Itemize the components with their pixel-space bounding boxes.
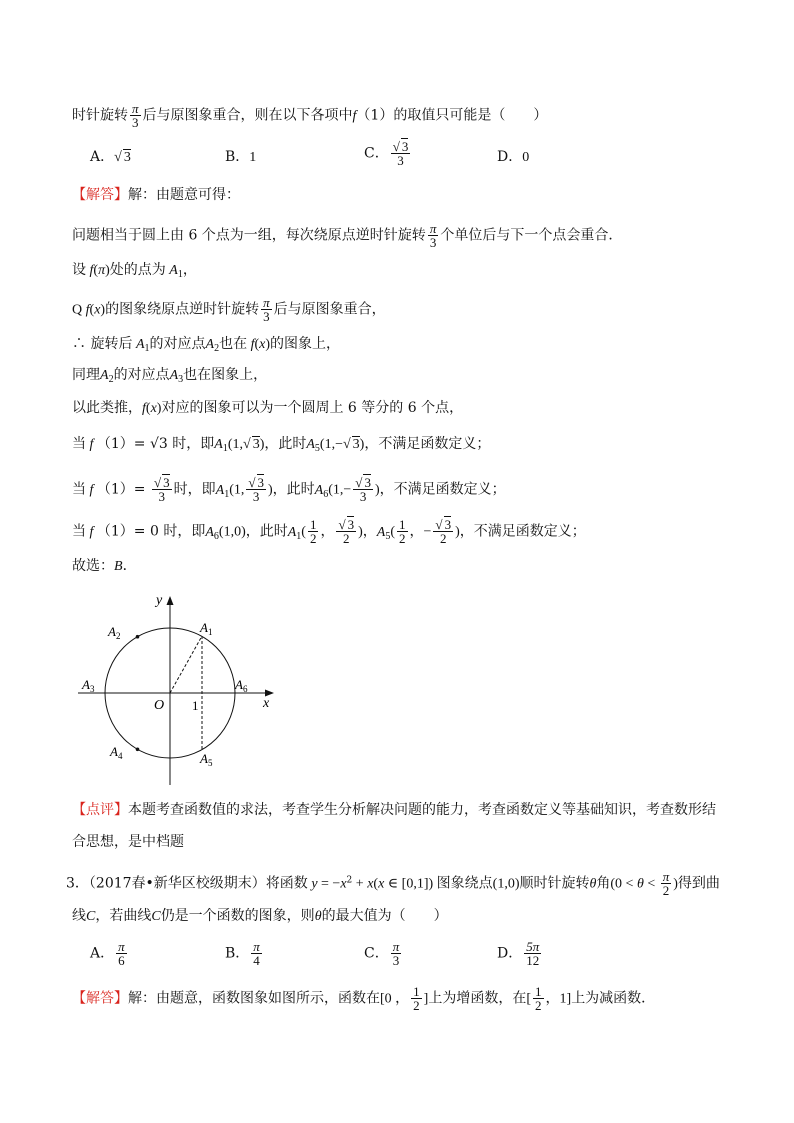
unit-circle-figure xyxy=(74,590,294,790)
q3-option-b: B． $\frac{\pi}{4}$ xyxy=(225,939,260,968)
comment-line-1: 【点评】本题考查函数值的求法，考查学生分析解决问题的能力，考查函数定义等基础知识，考查数形结 xyxy=(72,802,716,818)
option-a: A．√ 3 xyxy=(90,149,131,165)
label-a2: $A_2$ xyxy=(108,624,121,641)
fraction-pi-over-3: $\frac{\pi}{3}$ xyxy=(132,101,139,130)
label-a3: $A_3$ xyxy=(82,677,95,694)
case-3: 当 f （1）= 0 时，即$A_6(1,0)$，此时$A_1$( $\frac{1}{2}$ ， $\frac{√ 3}{2}$ )，$A_5$( $\frac{1}{2}$ ，− $\frac{√ 3}{2}$ )，不满足函数定义； xyxy=(72,517,586,546)
point-a4 xyxy=(136,748,140,752)
tick-one-label: 1 xyxy=(192,698,199,713)
y-axis-label: y xyxy=(156,593,163,608)
case-1: 当 f （1）= √3 时，即$A_1(1,√$ 3)，此时$A_5(1,-√$ 3)，不满足函数定义； xyxy=(72,436,491,454)
label-a6: $A_6$ xyxy=(235,677,248,694)
x-axis-label: x xyxy=(263,696,270,711)
option-b: B．1 xyxy=(225,149,257,165)
answer-line-3: Q f(x)的图象绕原点逆时针旋转 $\frac{\pi}{3}$ 后与原图象重合， xyxy=(72,295,386,324)
label-a5: $A_5$ xyxy=(200,751,213,768)
answer-line-5: 同理$A_2$的对应点$A_3$也在图象上， xyxy=(72,367,268,385)
comment-line-2: 合思想，是中档题 xyxy=(72,834,184,850)
answer-line-1: 问题相当于圆上由 6 个点为一组，每次绕原点逆时针旋转 $\frac{\pi}{3}$ 个单位后与下一个点会重合． xyxy=(72,221,623,250)
origin-label: O xyxy=(154,698,165,713)
case-2: 当 f （1）= $\frac{√ 3}{3}$ 时，即$A_1(1$, $\frac{√ 3}{3}$ )，此时$A_6(1,-$ $\frac{√ 3}{3}$ )，不满足函数定义； xyxy=(72,475,506,504)
question-2-stem: 时针旋转 $\frac{\pi}{3}$ 后与原图象重合，则在以下各项中f（1）的取值只可能是（ ） xyxy=(72,101,548,130)
answer-line-2: 设 f(π)处的点为 $A_1$， xyxy=(72,262,197,280)
radius-to-a1 xyxy=(170,636,202,693)
q3-option-a: A． $\frac{\pi}{6}$ xyxy=(90,939,125,968)
answer-line-4: ∴ 旋转后 $A_1$的对应点$A_2$也在 f(x)的图象上， xyxy=(72,336,341,354)
answer-3: 【解答】解：由题意，函数图象如图所示，函数在[0 ， $\frac{1}{2}$ ]上为增函数，在[ $\frac{1}{2}$ ，1]上为减函数． xyxy=(72,984,656,1013)
option-c: C． $\frac{√ 3}{3}$ xyxy=(364,139,409,168)
point-a2 xyxy=(136,635,140,639)
label-a1: $A_1$ xyxy=(200,620,213,637)
answer-line-6: 以此类推，f(x)对应的图象可以为一个圆周上 6 等分的 6 个点， xyxy=(72,400,464,416)
q3-option-c: C． $\frac{\pi}{3}$ xyxy=(364,939,400,968)
y-axis-arrow-icon xyxy=(167,596,174,605)
question-3-stem-cont: 线C，若曲线C仍是一个函数的图象，则θ的最大值为（ ） xyxy=(72,908,448,924)
q3-option-d: D． $\frac{5\pi}{12}$ xyxy=(497,939,540,968)
answer-header: 【解答】解：由题意可得： xyxy=(72,187,240,203)
option-d: D．0 xyxy=(497,149,530,165)
label-a4: $A_4$ xyxy=(110,744,123,761)
question-3-stem: 3．（2017春•新华区校级期末）将函数 $y = -x^2 + x(x$ ∈ [0,1]) 图象绕点(1,0)顺时针旋转θ角(0 < θ < $\frac{\pi}{2}$ )得到曲 xyxy=(66,869,720,898)
answer-choice: 故选：B． xyxy=(72,558,137,574)
